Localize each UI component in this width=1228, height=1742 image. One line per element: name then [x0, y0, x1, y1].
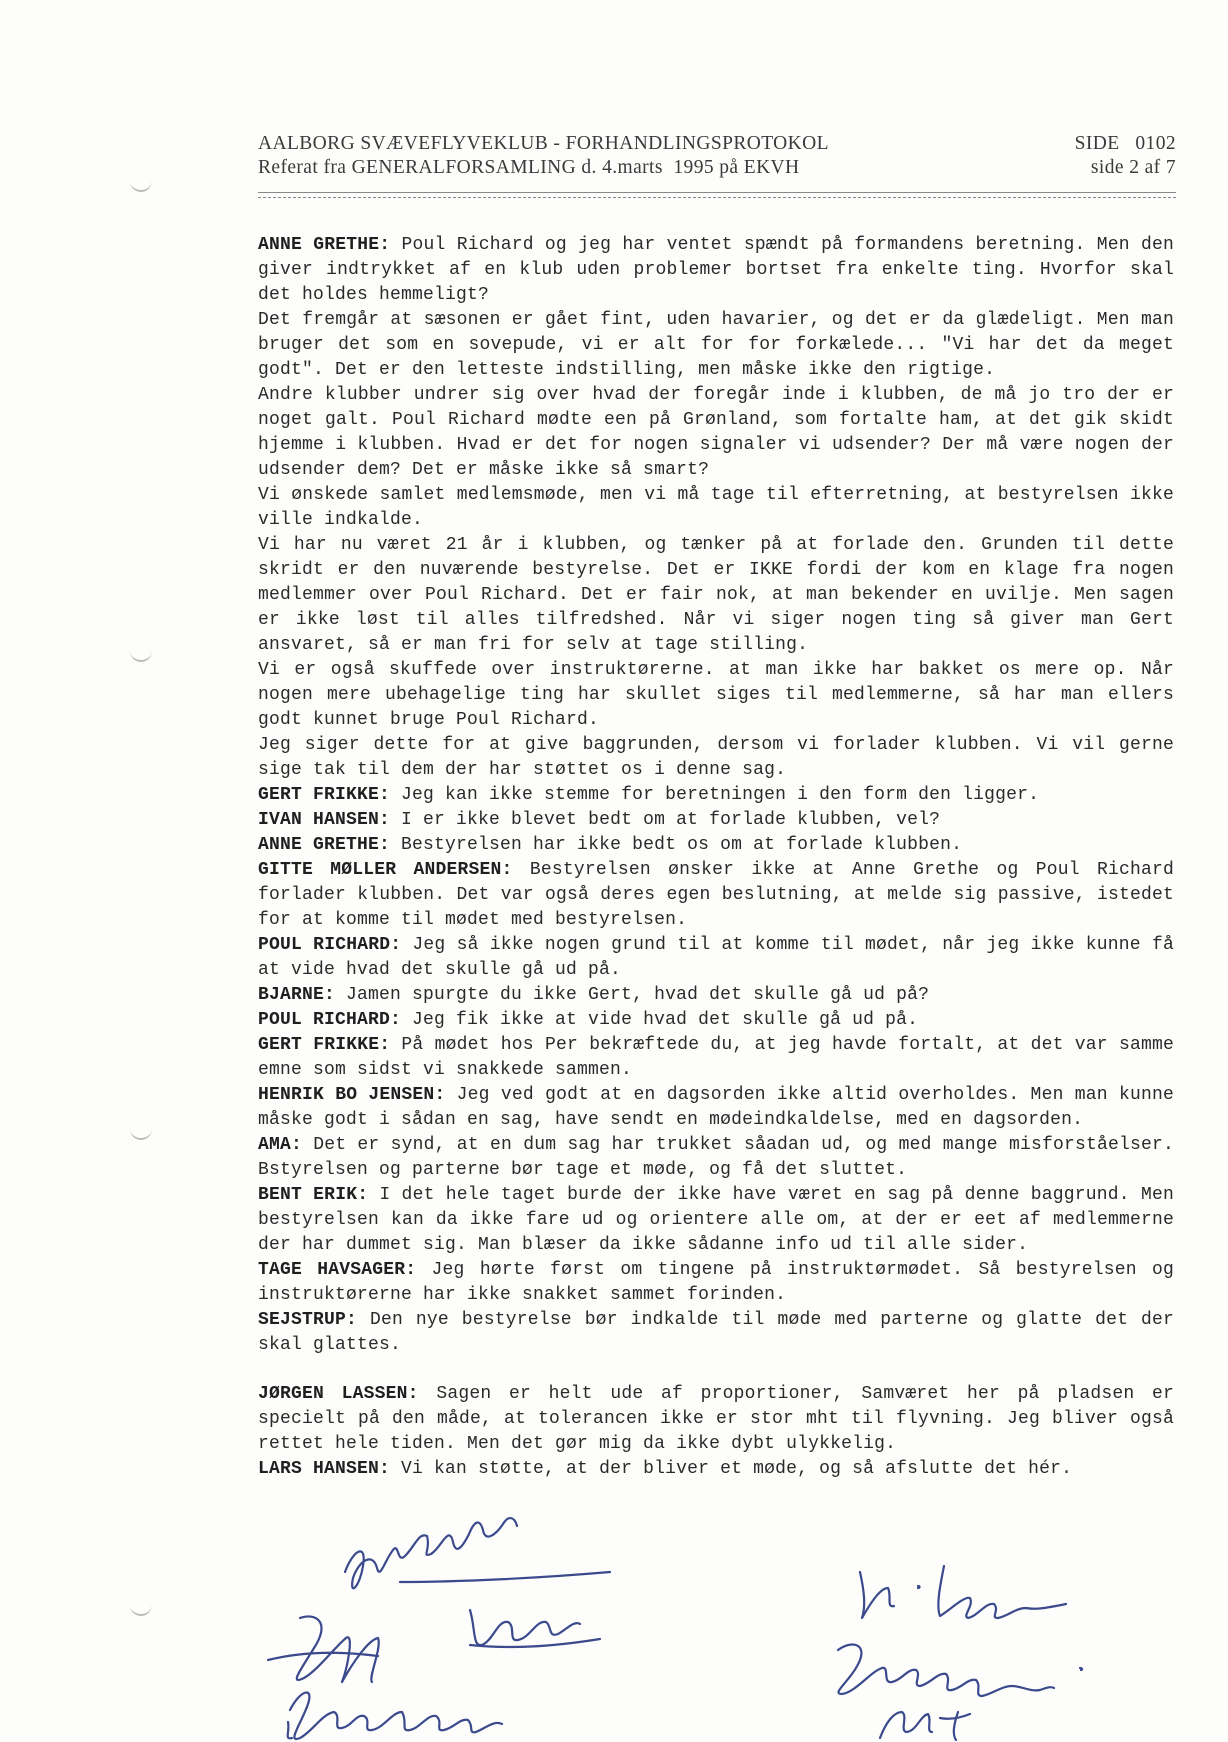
speaker-name: SEJSTRUP:	[258, 1310, 358, 1330]
signature-7	[880, 1712, 970, 1740]
signature-6	[838, 1645, 1082, 1696]
paragraph-text: Jeg så ikke nogen grund til at komme til mødet, når jeg ikke kunne få at vide hvad det skulle gå ud på.	[258, 935, 1174, 980]
paragraph-text: Andre klubber undrer sig over hvad der foregår inde i klubben, de må jo tro der er noget galt. Poul Richard mødte een på Grønland, som fortalte ham, at det gik skidt hjemme i klubben. Hvad er det for nogen signaler vi udsender? Der må være nogen der udsender dem? Det er måske ikke så smart?	[258, 385, 1174, 480]
speaker-name: GITTE MØLLER ANDERSEN:	[258, 860, 513, 880]
speaker-name: JØRGEN LASSEN:	[258, 1384, 419, 1404]
paragraph-text: Jamen spurgte du ikke Gert, hvad det skulle gå ud på?	[335, 985, 930, 1005]
speaker-name: ANNE GRETHE:	[258, 235, 391, 255]
paragraph-text: Den nye bestyrelse bør indkalde til møde med parterne og glatte det der skal glattes.	[258, 1310, 1174, 1355]
meeting-subtitle: Referat fra GENERALFORSAMLING d. 4.marts 1995 på EKVH	[258, 157, 800, 178]
speaker-name: ANNE GRETHE:	[258, 835, 391, 855]
paragraph-text: Vi kan støtte, at der bliver et møde, og så afslutte det hér.	[390, 1459, 1073, 1479]
speaker-name: POUL RICHARD:	[258, 1010, 402, 1030]
paragraph-text: På mødet hos Per bekræftede du, at jeg havde fortalt, at det var samme emne som sidst vi snakkede sammen.	[258, 1035, 1174, 1080]
speaker-name: AMA:	[258, 1135, 303, 1155]
speaker-name: POUL RICHARD:	[258, 935, 402, 955]
speaker-name: BJARNE:	[258, 985, 336, 1005]
paragraph-text: I det hele taget burde der ikke have været en sag på denne baggrund. Men bestyrelsen kan da ikke fare ud og orientere alle om, at der er eet af medlemmerne der har dummet sig. Man blæser da ikke sådanne info ud til alle sider.	[258, 1185, 1174, 1255]
signature-4	[288, 1693, 502, 1740]
speaker-name: TAGE HAVSAGER:	[258, 1260, 417, 1280]
paragraph-text: Jeg ved godt at en dagsorden ikke altid overholdes. Men man kunne måske godt i sådan en sag, have sendt en mødeindkaldelse, med en dagsorden.	[258, 1085, 1174, 1130]
signature-5	[860, 1566, 1066, 1618]
signature-3	[470, 1610, 600, 1647]
paragraph-text: Jeg hørte først om tingene på instruktørmødet. Så bestyrelsen og instruktørerne har ikke snakket sammet forinden.	[258, 1260, 1174, 1305]
speaker-name: BENT ERIK:	[258, 1185, 369, 1205]
page-of-total: side 2 af 7	[1090, 157, 1176, 178]
paragraph-text: Det er synd, at en dum sag har trukket såadan ud, og med mange misforståelser. Bstyrelsen og parterne bør tage et møde, og få det sluttet.	[258, 1135, 1174, 1180]
speaker-name: GERT FRIKKE:	[258, 785, 391, 805]
document-title: AALBORG SVÆVEFLYVEKLUB - FORHANDLINGSPROTOKOL	[258, 133, 829, 154]
paragraph-text: I er ikke blevet bedt om at forlade klubben, vel?	[390, 810, 941, 830]
speaker-name: HENRIK BO JENSEN:	[258, 1085, 446, 1105]
paragraph-text: Vi ønskede samlet medlemsmøde, men vi må tage til efterretning, at bestyrelsen ikke ville indkalde.	[258, 485, 1174, 530]
speaker-name: LARS HANSEN:	[258, 1459, 391, 1479]
paragraph-text: Poul Richard og jeg har ventet spændt på formandens beretning. Men den giver indtrykket af en klub uden problemer bortset fra enkelte ting. Hvorfor skal det holdes hemmeligt?	[258, 235, 1174, 305]
paragraph-text: Jeg kan ikke stemme for beretningen i den form den ligger.	[390, 785, 1040, 805]
paragraph-text: Jeg fik ikke at vide hvad det skulle gå ud på.	[401, 1010, 919, 1030]
paragraph-text: Bestyrelsen har ikke bedt os om at forlade klubben.	[390, 835, 963, 855]
paragraph-text: Vi er også skuffede over instruktørerne. at man ikke har bakket os mere op. Når nogen mere ubehagelige ting har skullet siges til medlemmerne, så har man ellers godt kunnet bruge Poul Richard.	[258, 660, 1174, 730]
speaker-name: IVAN HANSEN:	[258, 810, 391, 830]
paragraph-text: Sagen er helt ude af proportioner, Samværet her på pladsen er specielt på den måde, at tolerancen ikke er stor mht til flyvning. Jeg bliver også rettet hele tiden. Men det gør mig da ikke dybt ulykkelig.	[258, 1384, 1175, 1454]
speaker-name: GERT FRIKKE:	[258, 1035, 391, 1055]
paragraph-text: Bestyrelsen ønsker ikke at Anne Grethe og Poul Richard forlader klubben. Det var også deres egen beslutning, at melde sig passive, istedet for at komme til mødet med bestyrelsen.	[258, 860, 1174, 930]
paragraph-text: Jeg siger dette for at give baggrunden, dersom vi forlader klubben. Vi vil gerne sige tak til dem der har støttet os i denne sag.	[258, 735, 1174, 780]
page-label: SIDE 0102	[1074, 133, 1176, 154]
signature-1	[345, 1518, 610, 1588]
paragraph-text: Det fremgår at sæsonen er gået fint, uden havarier, og det er da glædeligt. Men man bruger det som en sovepude, vi er alt for for forkælede... "Vi har det da meget godt". Det er den letteste indstilling, men måske ikke den rigtige.	[258, 310, 1174, 380]
paragraph-text: Vi har nu været 21 år i klubben, og tænker på at forlade den. Grunden til dette skridt er den nuværende bestyrelse. Det er IKKE fordi der kom en klage fra nogen medlemmer over Poul Richard. Det er fair nok, at man bekender en uvilje. Men sagen er ikke løst til alles tilfredshed. Når vi siger nogen ting så giver man Gert ansvaret, så er man fri for selv at tage stilling.	[258, 535, 1174, 655]
signature-2	[268, 1616, 379, 1682]
